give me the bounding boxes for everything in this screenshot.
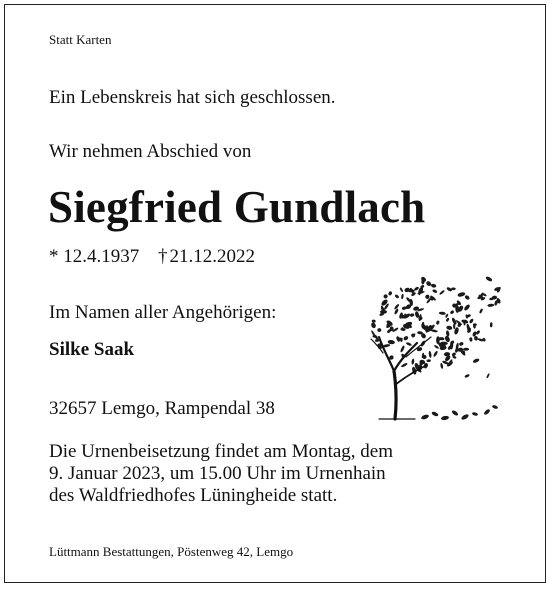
quote-text: Ein Lebenskreis hat sich geschlossen. — [49, 87, 336, 108]
farewell-text: Wir nehmen Abschied von — [49, 141, 252, 162]
on-behalf-text: Im Namen aller Angehörigen: — [49, 302, 277, 323]
funeral-line-2: 9. Januar 2023, um 15.00 Uhr im Urnenhain — [49, 463, 386, 484]
signatory-name: Silke Saak — [49, 339, 135, 360]
address-text: 32657 Lemgo, Rampendal 38 — [49, 398, 275, 419]
life-dates — [49, 246, 255, 268]
death-date: 21.12.2022 — [169, 246, 255, 267]
footer-text: Lüttmann Bestattungen, Pöstenweg 42, Lemgo — [49, 544, 294, 559]
deceased-name: Siegfried Gundlach — [48, 182, 426, 232]
obituary-notice — [4, 4, 546, 583]
header-text: Statt Karten — [49, 32, 112, 47]
birth-symbol: * — [49, 246, 59, 267]
birth-date: 12.4.1937 — [63, 246, 140, 267]
funeral-line-3: des Waldfriedhofes Lüningheide statt. — [49, 485, 338, 506]
cross-icon: † — [158, 246, 168, 267]
tree-with-falling-leaves-icon — [361, 267, 503, 427]
funeral-line-1: Die Urnenbeisetzung findet am Montag, dem — [49, 441, 394, 462]
